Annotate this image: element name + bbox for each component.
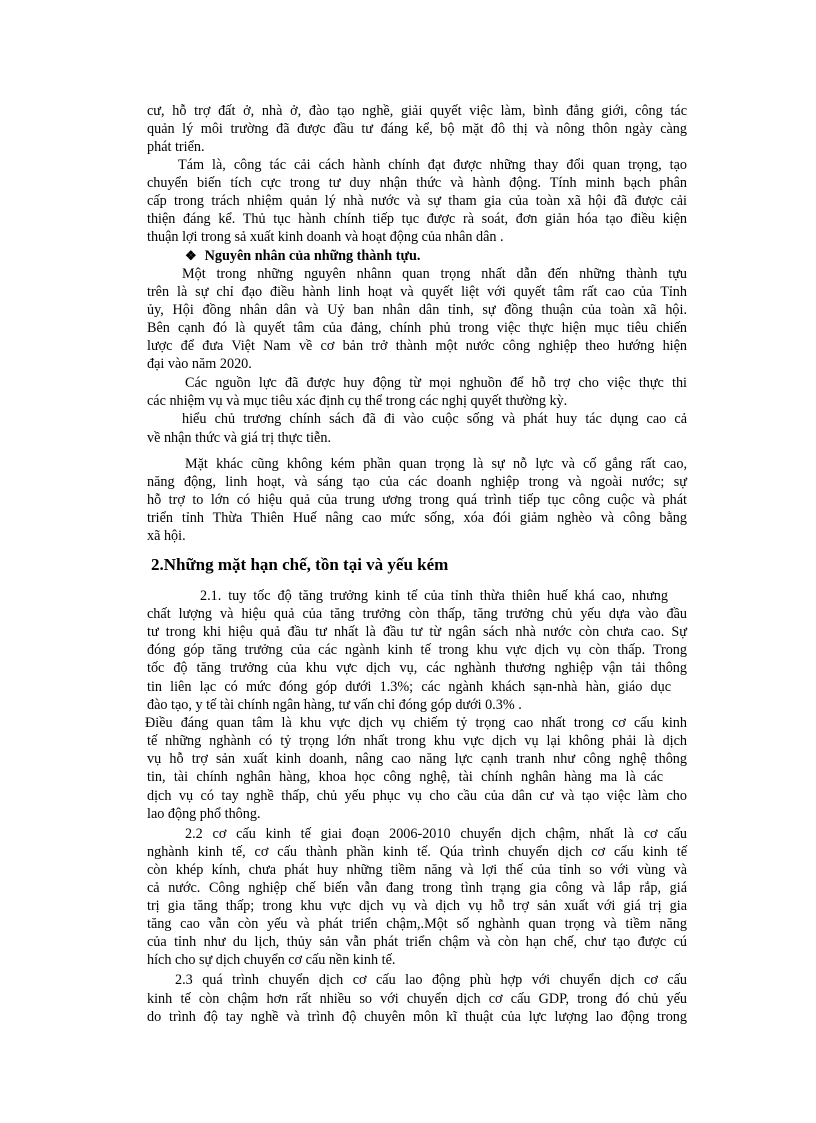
paragraph-9-line: trị gia tăng thấp; trong khu vực dịch vụ và dịch vụ hỗ trợ sản xuất với giá trị gia — [147, 898, 687, 914]
paragraph-1-line: phát triển. — [147, 139, 205, 155]
paragraph-7-line: tư trong khi hiệu quả đầu tư nhất là đầu tư từ ngân sách nhà nước còn chưa cao. Sự — [147, 624, 687, 640]
cause-bullet-heading — [185, 247, 420, 265]
paragraph-9-line: của tỉnh như du lịch, thủy sản vẫn phát triển chậm và còn hạn chế, chư tạo được cú — [147, 934, 687, 950]
paragraph-2-line: thiện đáng kể. Thủ tục hành chính tiếp tục được rà soát, đơn giản hóa tạo điều kiện — [147, 211, 687, 227]
paragraph-7-line: đào tạo, y tế tài chính ngân hàng, tư vấn chỉ đóng góp dưới 0.3% . — [147, 697, 522, 713]
paragraph-8-line: Điều đáng quan tâm là khu vực dịch vụ chiếm tỷ trọng cao nhất trong cơ cấu kinh — [145, 715, 687, 731]
paragraph-6-line: triển tỉnh Thừa Thiên Huế nâng cao mức sống, xóa đói giảm nghèo và công bằng — [147, 510, 687, 526]
paragraph-8-line: vụ hỗ trợ sản xuất kinh doanh, nâng cao năng lực cạnh tranh như công nghệ thông — [147, 751, 687, 767]
paragraph-2-line: Tám là, công tác cải cách hành chính đạt được những thay đổi quan trọng, tạo — [178, 157, 687, 173]
paragraph-10-line: 2.3 quá trình chuyển dịch cơ cấu lao động phù hợp với chuyển dịch cơ cấu — [175, 972, 687, 988]
paragraph-9-line: 2.2 cơ cấu kinh tế giai đoạn 2006-2010 chuyển dịch chậm, nhất là cơ cấu — [185, 826, 687, 842]
paragraph-1-line: quản lý môi trường đã được đầu tư đáng kể, bộ mặt đô thị và nông thôn ngày càng — [147, 121, 687, 137]
paragraph-4-line: Các nguồn lực đã được huy động từ mọi nghuồn để hỗ trợ cho việc thực thi — [185, 375, 687, 391]
paragraph-9-line: nghành kinh tế, cơ cấu thành phần kinh tế. Qúa trình chuyển dịch cơ cấu kinh tế — [147, 844, 687, 860]
paragraph-9-line: tăng cao vẫn còn yếu và phát triển chậm,.Một số nghành quan trọng và tiềm năng — [147, 916, 687, 932]
paragraph-7-line: đóng góp tăng trưởng của các ngành kinh tế trong khu vực dịch vụ còn thấp. Trong — [147, 642, 687, 658]
paragraph-9-line: còn khép kính, chưa phát huy những tiềm năng và lợi thế của tỉnh so với vùng và — [147, 862, 687, 878]
paragraph-2-line: chuyển biến tích cực trong tư duy nhận thức và hành động. Tính minh bạch phân — [147, 175, 687, 191]
paragraph-3-line: lược để đưa Việt Nam về cơ bản trở thành một nước công nghiệp theo hướng hiện — [147, 338, 687, 354]
paragraph-9-line: hích cho sự dịch chuyển cơ cấu nền kinh tế. — [147, 952, 396, 968]
paragraph-6-line: xã hội. — [147, 528, 186, 544]
paragraph-8-line: dịch vụ có tay nghề thấp, chủ yếu phục vụ cho cầu của dân cư và tạo việc làm cho — [147, 788, 687, 804]
paragraph-5-line: hiểu chủ trương chính sách đã đi vào cuộc sống và phát huy tác dụng cao cả — [182, 411, 687, 427]
paragraph-1-line: cư, hỗ trợ đất ở, nhà ở, đào tạo nghề, giải quyết việc làm, bình đẳng giới, công tác — [147, 103, 687, 119]
paragraph-8-line: lao động phổ thông. — [147, 806, 261, 822]
paragraph-7-line: 2.1. tuy tốc độ tăng trưởng kinh tế của tỉnh thừa thiên huế khá cao, nhưng — [200, 588, 668, 604]
cause-bullet-text: Nguyên nhân của những thành tựu. — [204, 248, 421, 264]
paragraph-6-line: năng động, linh hoạt, và sáng tạo của các doanh nghiệp trong và ngoài nước; sự — [147, 474, 687, 490]
paragraph-4-line: các nhiệm vụ và mục tiêu xác định cụ thể trong các nghị quyết thường kỳ. — [147, 393, 568, 409]
paragraph-7-line: tốc độ tăng trưởng của khu vực dịch vụ, các nghành thương nghiệp vận tải thông — [147, 660, 687, 676]
section-heading: 2.Những mặt hạn chế, tồn tại và yếu kém — [151, 555, 449, 574]
paragraph-3-line: đại vào năm 2020. — [147, 356, 252, 372]
paragraph-8-line: tin, tài chính nghân hàng, khoa học công nghệ, tài chính nghân hàng ma là các — [147, 769, 663, 785]
paragraph-2-line: cấp trong trách nhiệm quản lý nhà nước và sự tham gia của toàn xã hội đã được cải — [147, 193, 687, 209]
diamond-bullet-icon: ❖ — [185, 248, 197, 263]
paragraph-2-line: thuận lợi trong sả xuất kinh doanh và hoạt động của nhân dân . — [147, 229, 504, 245]
paragraph-6-line: Mặt khác cũng không kém phần quan trọng là sự nỗ lực và cố gắng rất cao, — [185, 456, 687, 472]
paragraph-9-line: cả nước. Công nghiệp chế biến vẫn đang trong tình trạng gia công và lắp rắp, giá — [147, 880, 687, 896]
paragraph-3-line: ủy, Hội đồng nhân dân và Uỷ ban nhân dân tỉnh, sự đồng thuận của toàn xã hội. — [147, 302, 687, 318]
paragraph-10-line: kinh tế còn chậm hơn rất nhiều so với chuyển dịch cơ cấu GDP, trong đó chủ yếu — [147, 991, 687, 1007]
paragraph-6-line: hỗ trợ to lớn có hiệu quả của trung ương trong quá trình tiếp tục công cuộc và phát — [147, 492, 687, 508]
paragraph-7-line: tin liên lạc có mức đóng góp dưới 1.3%; các ngành khách sạn-nhà hàn, giáo dục — [147, 679, 671, 695]
paragraph-8-line: tế những nghành có tỷ trọng lớn nhất trong khu vực dịch vụ lại không phải là dịch — [147, 733, 687, 749]
paragraph-3-line: trên là sự chỉ đạo điều hành linh hoạt và quyết liệt với quyết tâm rất cao của Tỉnh — [147, 284, 687, 300]
paragraph-5-line: về nhận thức và giá trị thực tiễn. — [147, 430, 331, 446]
paragraph-3-line: Bên cạnh đó là quyết tâm của đảng, chính phủ trong việc thực hiện mục tiêu chiến — [147, 320, 687, 336]
paragraph-10-line: do trình độ tay nghề và trình độ chuyên môn kĩ thuật của lực lượng lao động trong — [147, 1009, 687, 1025]
paragraph-7-line: chất lượng và hiệu quả của tăng trưởng còn thấp, tăng trưởng chủ yếu dựa vào đầu — [147, 606, 687, 622]
paragraph-3-line: Một trong những nguyên nhânn quan trọng nhất dẫn đến những thành tựu — [182, 266, 687, 282]
